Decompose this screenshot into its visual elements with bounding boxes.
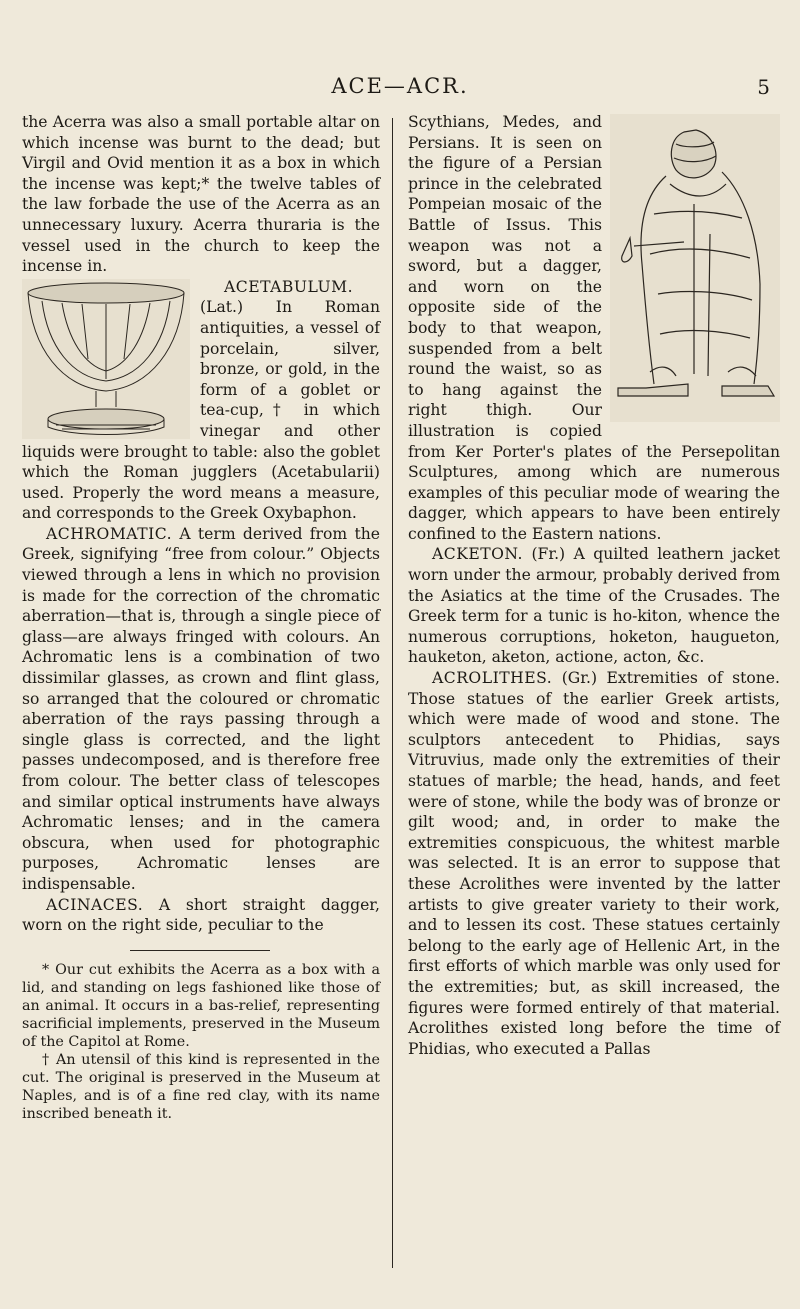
acetabulum-text: (Lat.) In Roman antiquities, a vessel of porcelain, silver, bronze, or gold, in the form of a goblet or tea-cup,† in which vinegar and other liquids were brought to table: also the goblet which the Roman jugglers (Acetabularii) used. Properly the word means a measure, and corresponds to the Greek Oxybaphon. <box>22 298 380 523</box>
column-rule <box>392 118 393 1268</box>
persian-figure-illustration <box>610 114 780 422</box>
acketon-text: (Fr.) A quilted leathern jacket worn under the armour, probably derived from the Asiatics at the time of the Crusades. The Greek term for a tunic is ho-kiton, whence the numerous corruptions, hoketon, haugueton, hauketon, aketon, actione, acton, &c. <box>408 545 780 667</box>
entry-acrolithes <box>408 668 780 1059</box>
acerra-continuation: the Acerra was also a small portable altar on which incense was burnt to the dead; but Virgil and Ovid mention it as a box in which the incense was kept;* the twelve tables of the law forbade the use of the Acerra as an unnecessary luxury. Acerra thuraria is the vessel used in the church to keep the incense in. <box>22 113 380 276</box>
entry-acetabulum <box>22 277 380 524</box>
left-column <box>22 112 380 1123</box>
acketon-heading: ACKETON. <box>432 545 524 564</box>
entry-achromatic <box>22 524 380 895</box>
acinaces-heading: ACINACES. <box>46 895 144 914</box>
right-column <box>408 112 780 1059</box>
entry-acketon <box>408 544 780 668</box>
acinaces-text: A short straight dagger, worn on the right side, peculiar to the <box>22 895 380 935</box>
running-header <box>0 74 800 104</box>
footnote-separator <box>130 950 270 951</box>
acinaces-continuation <box>408 112 780 544</box>
footnote-acetabulum: † An utensil of this kind is represented in the cut. The original is preserved in the Museum at Naples, and is of a fine red clay, with its name inscribed beneath it. <box>22 1051 380 1122</box>
achromatic-heading: ACHROMATIC. <box>46 524 173 543</box>
achromatic-text: A term derived from the Greek, signifying “free from colour.” Objects viewed through a lens in which no provision is made for the correction of the chromatic aberration—that is, through a single piece of glass—are always fringed with colours. An Achromatic lens is a combination of two dissimilar glasses, as crown and flint glass, so arranged that the coloured or chromatic aberration of the rays passing through a single glass is corrected, and the light passes undecomposed, and is therefore free from colour. The better class of telescopes and similar optical instruments have always Achromatic lenses; and in the camera obscura, when used for photographic purposes, Achromatic lenses are indispensable. <box>22 524 380 893</box>
acrolithes-text: (Gr.) Extremities of stone. Those statues of the earlier Greek artists, which were made of wood and stone. The sculptors antecedent to Phidias, says Vitruvius, made only the extremities of their statues of marble; the head, hands, and feet were of stone, while the body was of bronze or gilt wood; and, in order to make the extremities conspicuous, the whitest marble was selected. It is an error to suppose that these Acrolithes were invented by the latter artists to give greater variety to their work, and to lessen its cost. These statues certainly belong to the early age of Hellenic Art, in the first efforts of which marble was only used for the extremities; but, as skill increased, the figures were formed entirely of that material. Acrolithes existed long before the time of Phidias, who executed a Pallas <box>408 669 780 1058</box>
acrolithes-heading: ACROLITHES. <box>432 669 553 688</box>
page-number: 5 <box>757 75 770 99</box>
entry-acinaces <box>22 895 380 936</box>
running-title: ACE—ACR. <box>331 74 469 98</box>
acinaces-continuation-text: Scythians, Medes, and Persians. It is seen on the figure of a Persian prince in the celebrated Pompeian mosaic of the Battle of Issus. This weapon was not a sword, but a dagger, and worn on the opposite side of the body to that weapon, suspended from a belt round the waist, so as to hang against the right thigh. Our illustration is copied from Ker Porter's plates of the Persepolitan Sculptures, among which are numerous examples of this peculiar mode of wearing the dagger, which appears to have been entirely confined to the Eastern nations. <box>408 113 780 543</box>
acetabulum-goblet-illustration <box>22 279 190 439</box>
footnote-acerra: * Our cut exhibits the Acerra as a box with a lid, and standing on legs fashioned like those of an animal. It occurs in a bas-relief, representing sacrificial implements, preserved in the Museum of the Capitol at Rome. <box>22 961 380 1050</box>
acetabulum-heading: ACETABULUM. <box>224 277 354 296</box>
